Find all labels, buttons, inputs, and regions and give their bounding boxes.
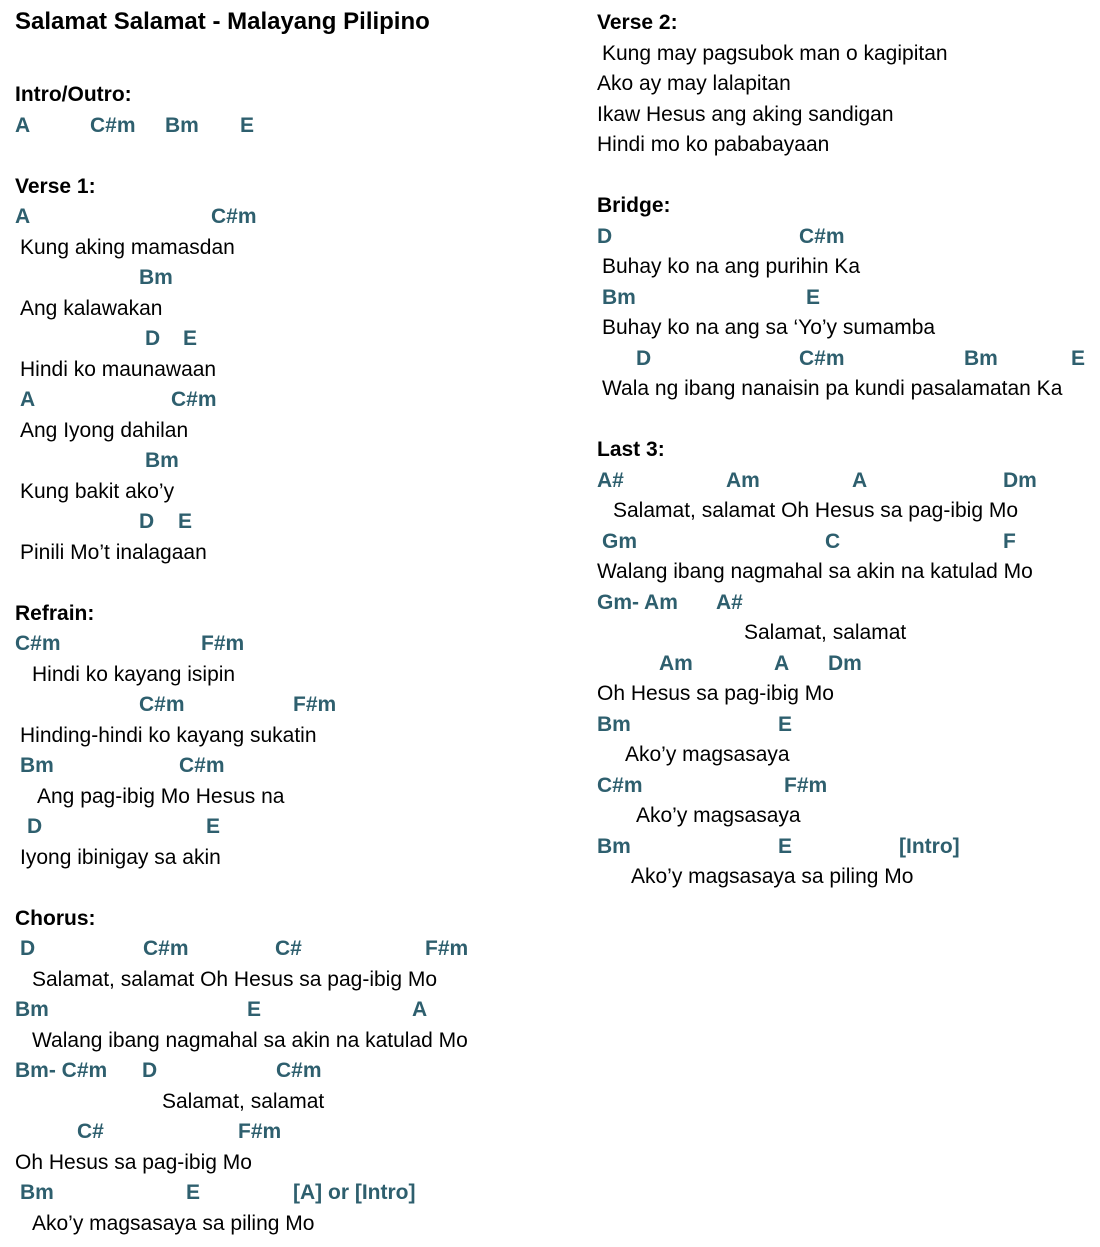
chord-label: F	[1003, 529, 1016, 553]
chord-label: C#m	[799, 224, 845, 248]
chord-label: Bm	[15, 998, 49, 1021]
lyric-line: Wala ng ibang nanaisin pa kundi pasalamatan Ka	[602, 377, 1063, 400]
chord-label: D	[597, 224, 613, 248]
lyric-line: Ako ay may lalapitan	[597, 72, 791, 95]
lyric-line: Ako’y magsasaya sa piling Mo	[32, 1211, 315, 1235]
lyric-line: Walang ibang nagmahal sa akin na katulad Mo	[597, 560, 1033, 583]
chord-label: C#m	[597, 773, 643, 797]
chord-label: Dm	[828, 651, 862, 675]
lyric-line: Ako’y magsasaya	[636, 804, 801, 827]
chord-label: E	[178, 510, 193, 533]
chord-label: Bm	[165, 113, 199, 137]
lyric-line: Hinding-hindi ko kayang sukatin	[20, 723, 317, 747]
chord-label: C#m	[276, 1059, 322, 1082]
chord-label: F#m	[293, 693, 337, 716]
lyric-line: Hindi ko maunawaan	[20, 357, 217, 381]
chord-label: C	[825, 529, 841, 553]
chord-label: Bm	[602, 285, 636, 309]
lyric-line: Salamat, salamat	[744, 621, 907, 644]
chord-label: Bm	[964, 346, 998, 370]
chord-label: E	[247, 998, 262, 1021]
lyric-line: Salamat, salamat Oh Hesus sa pag-ibig Mo	[32, 967, 438, 991]
song-title: Salamat Salamat - Malayang Pilipino	[15, 8, 430, 35]
chord-label: E	[206, 815, 221, 838]
chord-label: D	[145, 327, 161, 350]
lyric-line: Salamat, salamat Oh Hesus sa pag-ibig Mo	[613, 499, 1019, 522]
chord-label: D	[27, 815, 43, 838]
lyric-line: Salamat, salamat	[162, 1089, 325, 1113]
lyric-line: Iyong ibinigay sa akin	[20, 845, 221, 869]
chord-label: C#m	[171, 388, 217, 411]
chord-label: C#	[77, 1120, 104, 1143]
chord-label: Am	[726, 468, 760, 492]
chord-label: F#m	[201, 632, 245, 655]
lyric-line: Ikaw Hesus ang aking sandigan	[597, 102, 894, 126]
chord-label: C#m	[90, 113, 136, 137]
lyric-line: Kung bakit ako’y	[20, 479, 175, 503]
chord-label: A	[774, 651, 790, 675]
section-heading: Intro/Outro:	[15, 83, 132, 106]
section-heading: Verse 2:	[597, 11, 678, 34]
chord-label: C#	[275, 937, 302, 960]
chord-label: A	[15, 113, 31, 137]
chord-label: F#m	[238, 1120, 282, 1143]
chord-label: E	[778, 712, 793, 736]
chord-label: Bm	[20, 1181, 54, 1204]
chord-label: F#m	[425, 937, 469, 960]
chord-label: E	[778, 834, 793, 858]
section-heading: Refrain:	[15, 601, 95, 625]
chord-label: Gm	[602, 529, 638, 553]
section-heading: Verse 1:	[15, 174, 96, 198]
chord-label: E	[183, 327, 198, 350]
chord-label: E	[186, 1181, 201, 1204]
chord-label: C#m	[143, 937, 189, 960]
chord-label: [A] or [Intro]	[293, 1181, 416, 1204]
chord-label: A	[412, 998, 428, 1021]
chord-label: C#m	[211, 205, 257, 228]
chord-label: A#	[716, 590, 743, 614]
chord-label: E	[806, 285, 821, 309]
chord-label: E	[1071, 346, 1086, 370]
lyric-line: Ang kalawakan	[20, 296, 163, 320]
chord-label: Gm- Am	[597, 590, 678, 614]
chord-label: A	[20, 388, 36, 411]
chord-label: Bm- C#m	[15, 1059, 108, 1082]
lyric-line: Hindi ko kayang isipin	[32, 662, 236, 686]
chord-label: C#m	[799, 346, 845, 370]
chord-label: A#	[597, 468, 624, 492]
lyric-line: Kung may pagsubok man o kagipitan	[602, 41, 948, 65]
chord-label: F#m	[784, 773, 828, 797]
lyric-line: Ako’y magsasaya sa piling Mo	[631, 865, 914, 888]
lyric-line: Ang Iyong dahilan	[20, 418, 189, 442]
chord-label: C#m	[15, 632, 61, 655]
chord-label: D	[20, 937, 36, 960]
lyric-line: Kung aking mamasdan	[20, 235, 235, 259]
chord-label: C#m	[179, 754, 225, 777]
lyric-line: Oh Hesus sa pag-ibig Mo	[15, 1150, 252, 1174]
chord-label: A	[15, 205, 31, 228]
lyric-line: Buhay ko na ang purihin Ka	[602, 255, 861, 278]
chord-label: Bm	[145, 449, 179, 472]
lyric-line: Walang ibang nagmahal sa akin na katulad Mo	[32, 1028, 468, 1052]
chord-label: Am	[659, 651, 693, 675]
lyric-line: Pinili Mo’t inalagaan	[20, 540, 207, 564]
chord-label: Dm	[1003, 468, 1037, 492]
chord-label: A	[852, 468, 868, 492]
lyric-line: Oh Hesus sa pag-ibig Mo	[597, 682, 834, 705]
lyric-line: Ang pag-ibig Mo Hesus na	[37, 784, 285, 808]
chord-label: D	[636, 346, 652, 370]
section-heading: Chorus:	[15, 906, 96, 930]
chord-label: D	[139, 510, 155, 533]
lyric-line: Ako’y magsasaya	[625, 743, 790, 766]
chord-label: D	[142, 1059, 158, 1082]
chord-label: E	[240, 113, 255, 137]
lyric-line: Buhay ko na ang sa ‘Yo’y sumamba	[602, 316, 936, 339]
section-heading: Last 3:	[597, 438, 665, 461]
section-heading: Bridge:	[597, 194, 671, 217]
chord-label: Bm	[597, 834, 631, 858]
chord-label: Bm	[139, 266, 173, 289]
chord-label: C#m	[139, 693, 185, 716]
lyric-line: Hindi mo ko pababayaan	[597, 133, 830, 156]
chord-label: [Intro]	[899, 834, 960, 858]
chord-label: Bm	[20, 754, 54, 777]
chord-label: Bm	[597, 712, 631, 736]
